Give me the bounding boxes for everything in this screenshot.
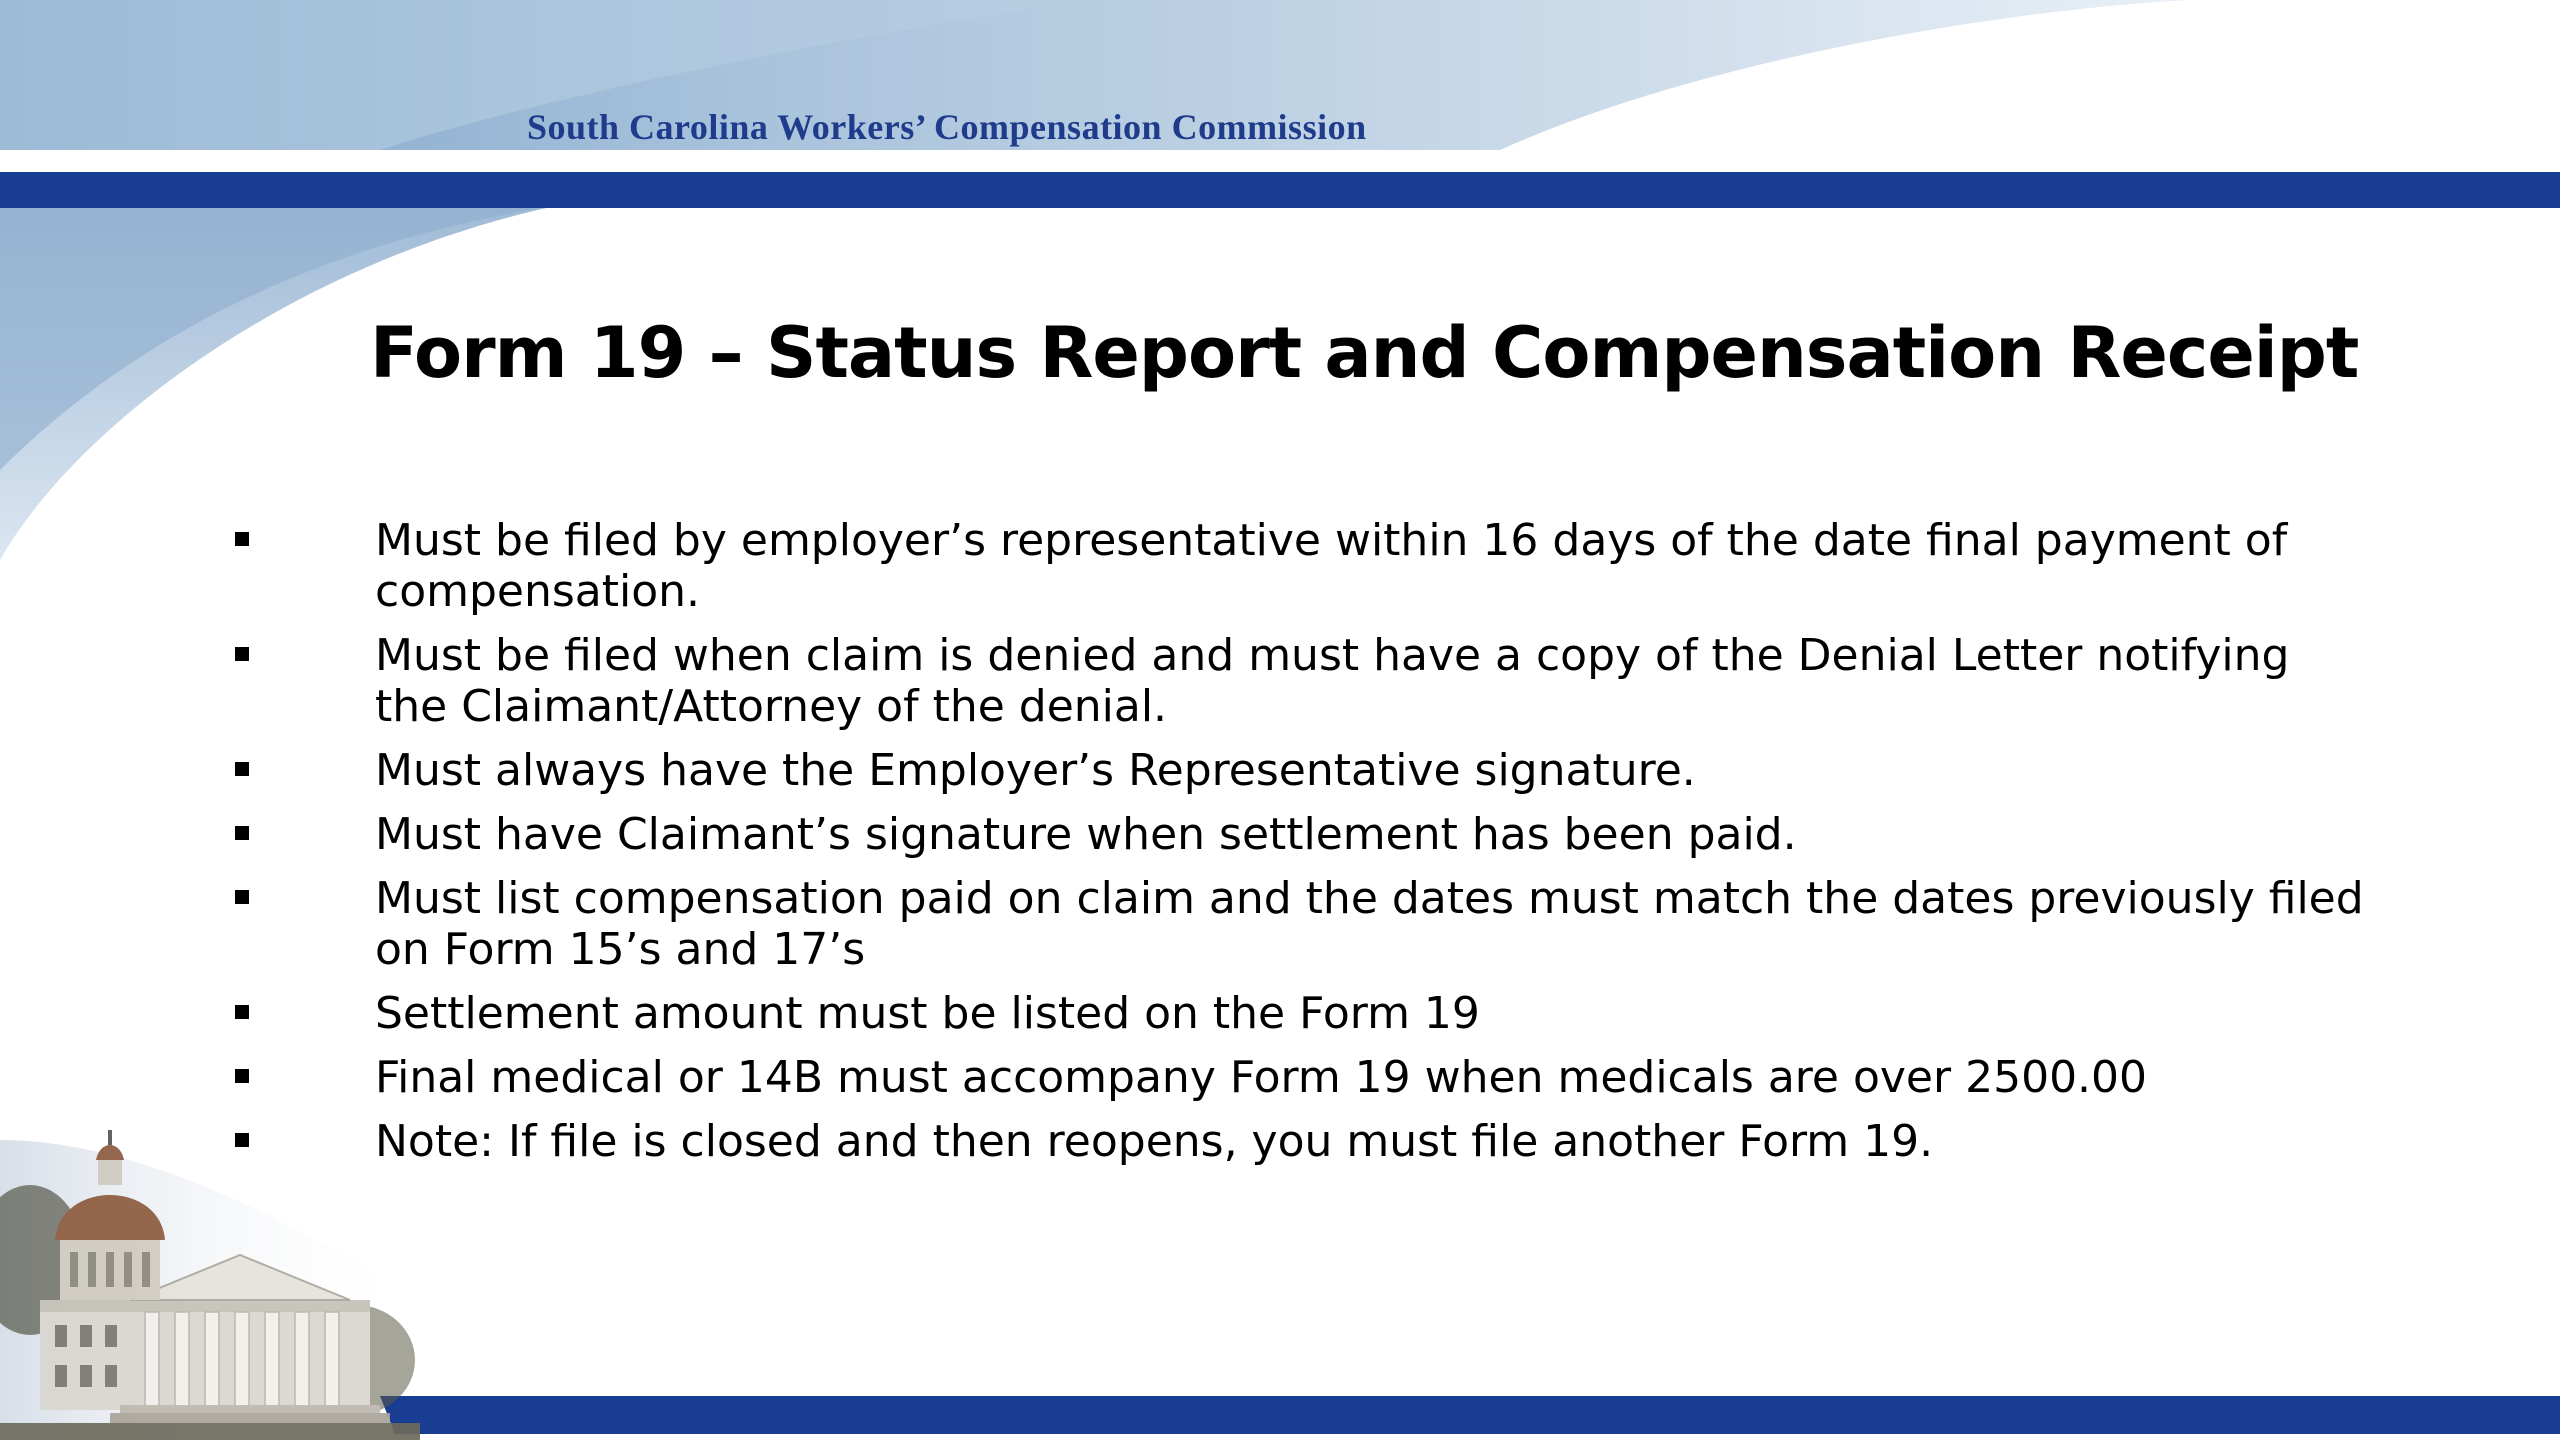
list-item	[230, 745, 2370, 796]
list-item	[230, 873, 2370, 975]
square-bullet-icon	[235, 1133, 249, 1147]
bullet-text: Note: If file is closed and then reopens, you must file another Form 19.	[375, 1116, 1934, 1167]
organization-header: South Carolina Workers’ Compensation Commission	[527, 107, 1367, 147]
bullet-text: Settlement amount must be listed on the Form 19	[375, 988, 1480, 1039]
square-bullet-icon	[235, 890, 249, 904]
square-bullet-icon	[235, 762, 249, 776]
list-item	[230, 630, 2370, 732]
list-item	[230, 1116, 2370, 1167]
square-bullet-icon	[235, 1069, 249, 1083]
square-bullet-icon	[235, 532, 249, 546]
bullet-text: Must be filed by employer’s representative within 16 days of the date final payment of compensation.	[375, 515, 2288, 617]
square-bullet-icon	[235, 826, 249, 840]
bullet-text: Final medical or 14B must accompany Form 19 when medicals are over 2500.00	[375, 1052, 2148, 1103]
square-bullet-icon	[235, 647, 249, 661]
slide-title: Form 19 – Status Report and Compensation Receipt	[370, 312, 2359, 394]
list-item	[230, 515, 2370, 617]
list-item	[230, 988, 2370, 1039]
bullet-text: Must always have the Employer’s Representative signature.	[375, 745, 1696, 796]
bullet-text: Must have Claimant’s signature when settlement has been paid.	[375, 809, 1797, 860]
square-bullet-icon	[235, 1005, 249, 1019]
bullet-text: Must be filed when claim is denied and must have a copy of the Denial Letter notifying the Claimant/Attorney of the denial.	[375, 630, 2290, 732]
list-item	[230, 1052, 2370, 1103]
bullet-list	[230, 515, 2370, 1180]
list-item	[230, 809, 2370, 860]
bullet-text: Must list compensation paid on claim and the dates must match the dates previously filed on Form 15’s and 17’s	[375, 873, 2364, 975]
